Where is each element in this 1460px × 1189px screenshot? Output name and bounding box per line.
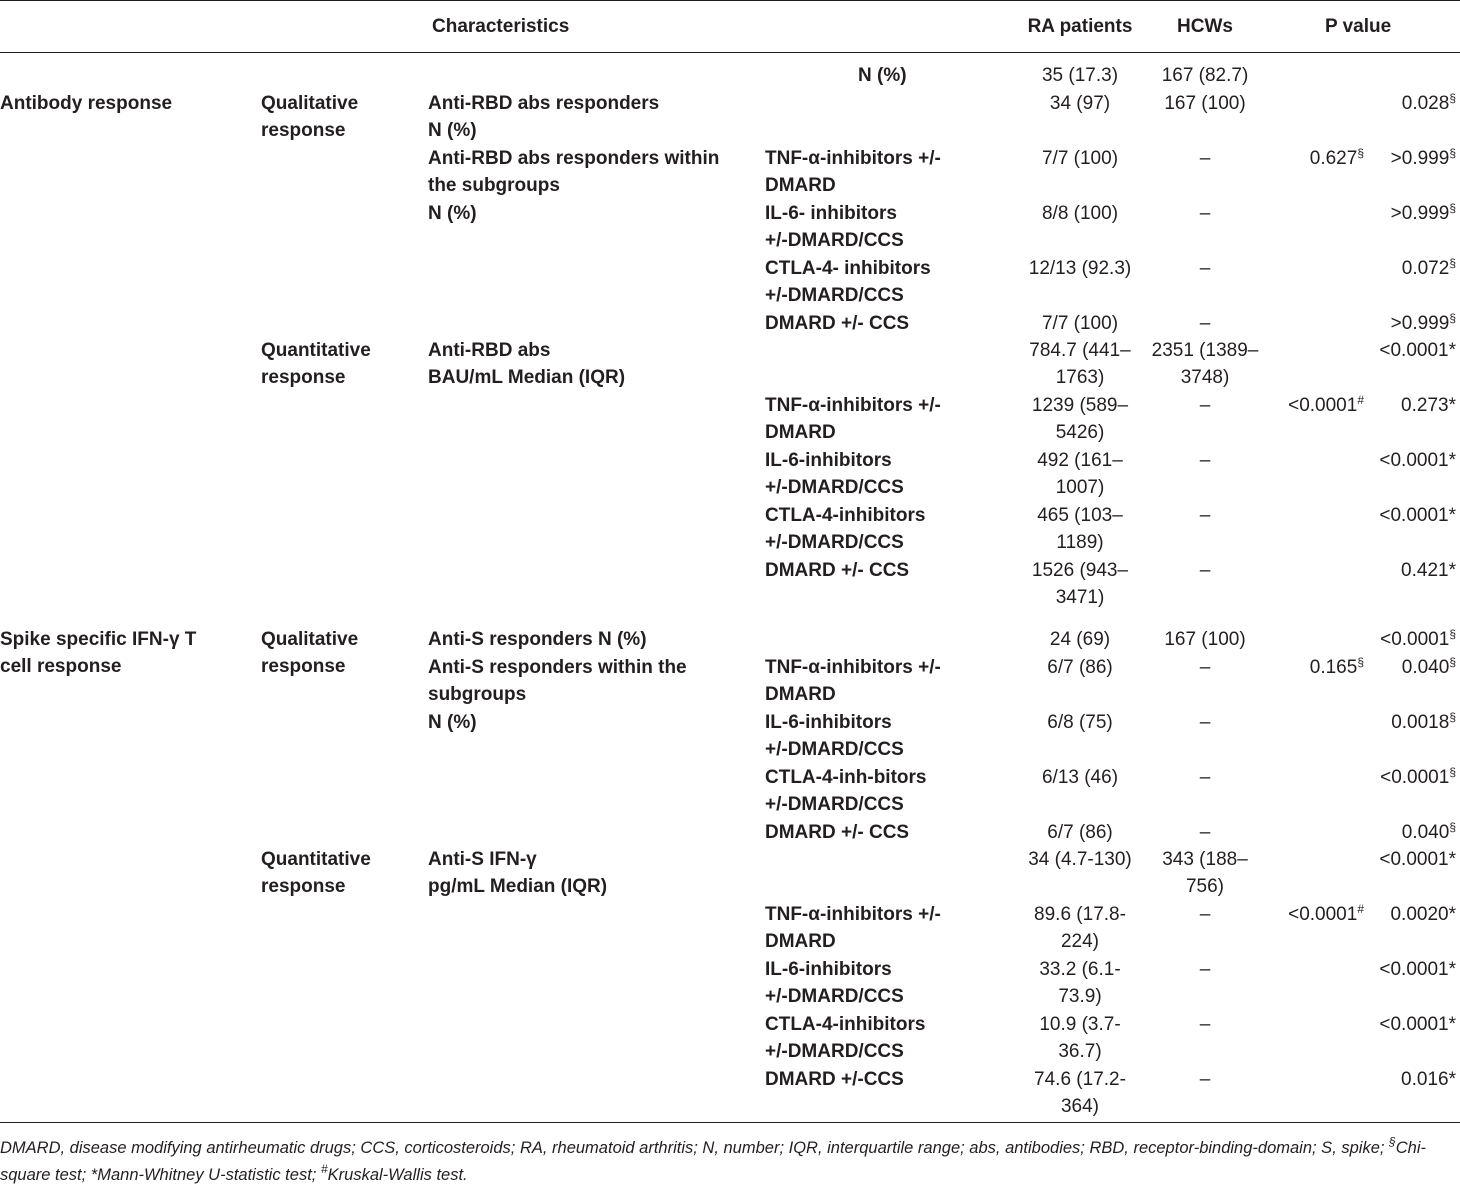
- header-rule: [0, 52, 1460, 53]
- row-ra-value: 8/8 (100): [1041, 203, 1119, 224]
- row-subgroup: TNF-α-inhibitors +/- DMARD: [765, 904, 941, 953]
- row-subgroup: DMARD +/-CCS: [765, 1069, 904, 1090]
- row-ra-value: 89.6 (17.8- 224): [1034, 904, 1126, 953]
- summary-hcw: 167 (82.7): [1161, 65, 1249, 86]
- row-hcw-value: –: [1199, 148, 1211, 169]
- row-subgroup: CTLA-4- inhibitors +/-DMARD/CCS: [765, 258, 931, 307]
- header-p-value: P value: [1325, 16, 1392, 37]
- row-hcw-value: –: [1199, 959, 1211, 980]
- row-p-value: <0.0001§: [1380, 627, 1456, 650]
- sub-label-qualitative: Qualitative response: [261, 629, 359, 678]
- row-hcw-value: –: [1199, 258, 1211, 279]
- row-ra-value: 7/7 (100): [1041, 148, 1119, 169]
- row-subgroup: IL-6-inhibitors +/-DMARD/CCS: [765, 712, 904, 761]
- header-ra-patients: RA patients: [1027, 16, 1133, 37]
- row-hcw-value: –: [1199, 450, 1211, 471]
- row-ra-value: 33.2 (6.1- 73.9): [1039, 959, 1121, 1008]
- row-ra-value: 492 (161– 1007): [1037, 450, 1123, 499]
- row-ra-value: 784.7 (441– 1763): [1029, 340, 1131, 389]
- row-ra-value: 34 (97): [1049, 93, 1111, 114]
- row-ra-value: 10.9 (3.7- 36.7): [1039, 1014, 1121, 1063]
- table-footnote: DMARD, disease modifying antirheumatic drugs; CCS, corticosteroids; RA, rheumatoid arthritis; N, number; IQR, interquartile range; abs, antibodies; RBD, receptor-binding-domain; S, spike; §Chi-square test; *Mann-Whitney U-statistic test; #Kruskal-Wallis test.: [0, 1135, 1426, 1184]
- row-ra-value: 6/13 (46): [1041, 767, 1119, 788]
- row-p-value: >0.999§: [1390, 311, 1456, 334]
- table-bottom-rule: [0, 1122, 1460, 1123]
- header-hcws: HCWs: [1177, 16, 1233, 37]
- row-subgroup: IL-6-inhibitors +/-DMARD/CCS: [765, 959, 904, 1008]
- row-subgroup: TNF-α-inhibitors +/- DMARD: [765, 657, 941, 706]
- row-hcw-value: –: [1199, 1069, 1211, 1090]
- row-p-overall: 0.165§: [1309, 655, 1364, 678]
- row-p-overall: 0.627§: [1309, 146, 1364, 169]
- row-subgroup: CTLA-4-inh-bitors +/-DMARD/CCS: [765, 767, 927, 816]
- row-p-value: 0.0018§: [1391, 710, 1456, 733]
- row-ra-value: 6/7 (86): [1047, 822, 1113, 843]
- row-hcw-value: –: [1199, 395, 1211, 416]
- row-subgroup: IL-6- inhibitors +/-DMARD/CCS: [765, 203, 904, 252]
- row-characteristic: Anti-RBD abs responders N (%): [428, 93, 660, 142]
- row-ra-value: 6/8 (75): [1047, 712, 1113, 733]
- row-subgroup: DMARD +/- CCS: [765, 560, 910, 581]
- row-hcw-value: 167 (100): [1164, 629, 1246, 650]
- row-p-value: >0.999§: [1390, 201, 1456, 224]
- row-characteristic: Anti-S IFN-γ pg/mL Median (IQR): [428, 849, 608, 898]
- row-ra-value: 6/7 (86): [1047, 657, 1113, 678]
- group-label-spike: Spike specific IFN-γ T cell response: [0, 629, 197, 678]
- sub-label-quantitative: Quantitative response: [261, 340, 371, 389]
- row-hcw-value: –: [1199, 560, 1211, 581]
- row-p-value: 0.0020*: [1390, 904, 1456, 925]
- row-hcw-value: –: [1199, 505, 1211, 526]
- row-subgroup: CTLA-4-inhibitors +/-DMARD/CCS: [765, 505, 926, 554]
- row-p-value: <0.0001*: [1379, 1014, 1456, 1035]
- row-hcw-value: –: [1199, 203, 1211, 224]
- row-p-value: <0.0001*: [1379, 959, 1456, 980]
- row-hcw-value: 167 (100): [1164, 93, 1246, 114]
- row-ra-value: 24 (69): [1049, 629, 1111, 650]
- row-hcw-value: –: [1199, 904, 1211, 925]
- row-subgroup: CTLA-4-inhibitors +/-DMARD/CCS: [765, 1014, 926, 1063]
- row-subgroup: IL-6-inhibitors +/-DMARD/CCS: [765, 450, 904, 499]
- row-hcw-value: 2351 (1389– 3748): [1151, 340, 1259, 389]
- row-p-value: <0.0001*: [1379, 849, 1456, 870]
- row-ra-value: 465 (103– 1189): [1037, 505, 1123, 554]
- row-p-value: <0.0001*: [1379, 340, 1456, 361]
- row-hcw-value: –: [1199, 712, 1211, 733]
- row-p-overall: <0.0001#: [1288, 393, 1364, 416]
- row-characteristic: Anti-RBD abs responders within the subgroups N (%): [428, 148, 720, 224]
- row-hcw-value: –: [1199, 767, 1211, 788]
- row-p-value: <0.0001§: [1380, 765, 1456, 788]
- row-hcw-value: –: [1199, 822, 1211, 843]
- row-ra-value: 1239 (589– 5426): [1031, 395, 1129, 444]
- row-p-value: <0.0001*: [1379, 505, 1456, 526]
- row-hcw-value: –: [1199, 657, 1211, 678]
- row-p-value: 0.040§: [1401, 655, 1456, 678]
- row-p-value: 0.273*: [1401, 395, 1456, 416]
- row-p-value: 0.421*: [1401, 560, 1456, 581]
- row-p-value: 0.072§: [1401, 256, 1456, 279]
- row-p-value: >0.999§: [1390, 146, 1456, 169]
- summary-label: N (%): [858, 65, 907, 86]
- table-top-rule: [0, 0, 1460, 1]
- row-subgroup: DMARD +/- CCS: [765, 822, 910, 843]
- row-p-value: <0.0001*: [1379, 450, 1456, 471]
- row-hcw-value: 343 (188– 756): [1162, 849, 1248, 898]
- row-subgroup: DMARD +/- CCS: [765, 313, 910, 334]
- row-p-overall: <0.0001#: [1288, 902, 1364, 925]
- row-hcw-value: –: [1199, 313, 1211, 334]
- row-hcw-value: –: [1199, 1014, 1211, 1035]
- summary-ra: 35 (17.3): [1041, 65, 1119, 86]
- header-characteristics: Characteristics: [432, 16, 570, 37]
- row-subgroup: TNF-α-inhibitors +/- DMARD: [765, 148, 941, 197]
- sub-label-qualitative: Qualitative response: [261, 93, 359, 142]
- row-p-value: 0.028§: [1401, 91, 1456, 114]
- row-subgroup: TNF-α-inhibitors +/- DMARD: [765, 395, 941, 444]
- row-ra-value: 34 (4.7-130): [1028, 849, 1132, 870]
- row-p-value: 0.040§: [1401, 820, 1456, 843]
- row-characteristic: Anti-S responders within the subgroups N (%): [428, 657, 687, 733]
- row-ra-value: 1526 (943– 3471): [1031, 560, 1129, 609]
- row-ra-value: 12/13 (92.3): [1028, 258, 1132, 279]
- group-label-antibody: Antibody response: [0, 93, 173, 114]
- row-ra-value: 7/7 (100): [1041, 313, 1119, 334]
- row-characteristic: Anti-S responders N (%): [428, 629, 647, 650]
- sub-label-quantitative: Quantitative response: [261, 849, 371, 898]
- row-p-value: 0.016*: [1401, 1069, 1456, 1090]
- row-ra-value: 74.6 (17.2- 364): [1034, 1069, 1126, 1118]
- row-characteristic: Anti-RBD abs BAU/mL Median (IQR): [428, 340, 626, 389]
